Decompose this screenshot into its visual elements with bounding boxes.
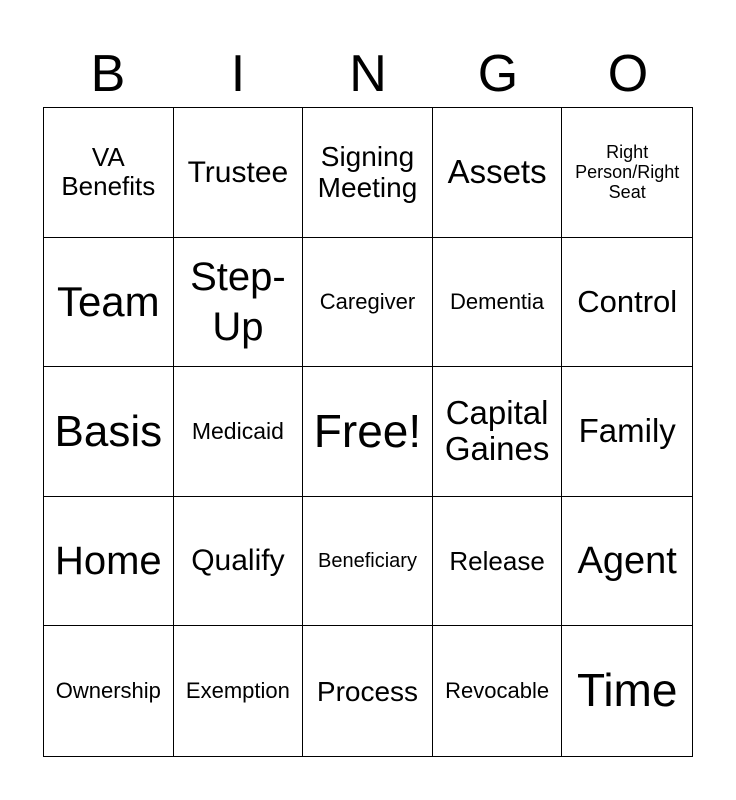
bingo-cell[interactable]: VA Benefits [44,108,174,238]
bingo-cell[interactable]: Home [44,497,174,627]
header-letter-i: I [230,45,246,103]
bingo-cell[interactable]: Right Person/Right Seat [562,108,692,238]
bingo-cell[interactable]: Free! [303,367,433,497]
bingo-cell[interactable]: Signing Meeting [303,108,433,238]
bingo-cell[interactable]: Exemption [174,626,304,756]
bingo-cell[interactable]: Release [433,497,563,627]
bingo-cell[interactable]: Beneficiary [303,497,433,627]
bingo-cell[interactable]: Qualify [174,497,304,627]
header-letter-o: O [607,45,649,103]
bingo-cell[interactable]: Control [562,238,692,368]
bingo-cell[interactable]: Family [562,367,692,497]
bingo-cell[interactable]: Time [576,664,678,717]
header-letter-b: B [90,45,126,103]
header-letter-n: N [349,45,387,103]
bingo-cell[interactable]: Dementia [433,238,563,368]
bingo-cell[interactable]: Capital Gaines [433,367,563,497]
bingo-cell[interactable]: Trustee [174,108,304,238]
bingo-cell[interactable]: Revocable [433,626,563,756]
bingo-cell[interactable]: Agent [562,497,692,627]
bingo-header [43,40,693,108]
bingo-cell[interactable]: Assets [433,108,563,238]
bingo-cell[interactable]: Step- Up [174,238,304,368]
bingo-cell[interactable]: Basis [44,367,174,497]
bingo-cell[interactable]: Process [303,626,433,756]
bingo-cell[interactable]: Medicaid [174,367,304,497]
bingo-cell[interactable]: Team [44,238,174,368]
bingo-cell[interactable]: Caregiver [303,238,433,368]
bingo-cell[interactable]: Ownership [44,626,174,756]
header-letter-g: G [477,45,519,103]
bingo-card-grid [43,107,693,757]
